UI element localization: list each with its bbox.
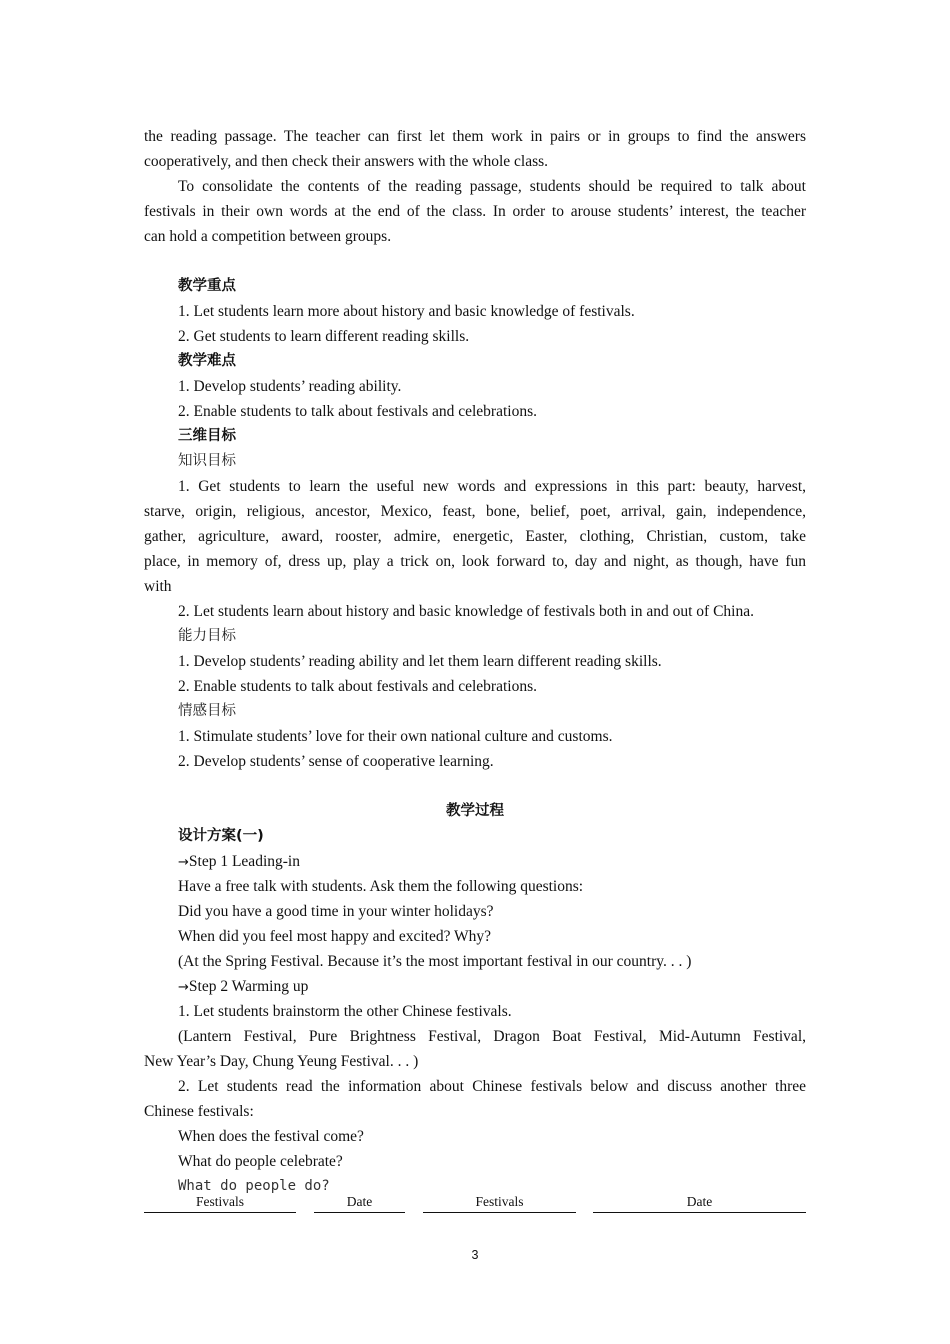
festival-table-header [144,1193,806,1215]
key-point-item: 2. Get students to learn different reading skills. [178,328,470,345]
step2-item-line: 2. Let students read the information about Chinese festivals below and discuss another three [178,1078,806,1095]
difficulties-heading: 教学难点 [178,353,236,369]
step-heading [144,849,806,874]
ability-item: 1. Develop students’ reading ability and let them learn different reading skills. [178,653,662,670]
ability-item: 2. Enable students to talk about festivals and celebrations. [178,678,537,695]
intro-line: festivals in their own words at the end of the class. In order to arouse students’ interest, the teacher [144,203,806,220]
step2-item: 1. Let students brainstorm the other Chinese festivals. [178,1003,512,1020]
step-heading [144,974,806,999]
process-title: 教学过程 [446,803,504,819]
table-header-cell: Date [593,1193,806,1213]
knowledge-item-line: place, in memory of, dress up, play a trick on, look forward to, day and night, as though, have fun [144,553,806,570]
step1-line: (At the Spring Festival. Because it’s the most important festival in our country. . . ) [178,953,692,970]
intro-line: To consolidate the contents of the reading passage, students should be required to talk about [178,178,806,195]
knowledge-item-line: starve, origin, religious, ancestor, Mexico, feast, bone, belief, poet, arrival, gain, independence, [144,503,806,520]
step2-item-line: Chinese festivals: [144,1103,254,1120]
knowledge-item: 2. Let students learn about history and basic knowledge of festivals both in and out of China. [178,603,754,620]
intro-line: cooperatively, and then check their answers with the whole class. [144,153,549,170]
intro-line: the reading passage. The teacher can first let them work in pairs or in groups to find the answers [144,128,806,145]
emotion-item: 1. Stimulate students’ love for their own national culture and customs. [178,728,613,745]
step2-answer-line: New Year’s Day, Chung Yeung Festival. . . ) [144,1053,419,1070]
intro-line: can hold a competition between groups. [144,228,392,245]
question-line: What do people do? [178,1178,330,1194]
knowledge-objectives-heading: 知识目标 [178,453,236,469]
step2-answer-line: (Lantern Festival, Pure Brightness Festival, Dragon Boat Festival, Mid-Autumn Festival, [178,1028,806,1045]
table-header-cell: Festivals [144,1193,296,1213]
arrow-right-icon: → [178,855,189,870]
step1-line: When did you feel most happy and excited? Why? [178,928,492,945]
step1-line: Have a free talk with students. Ask them the following questions: [178,878,584,895]
plan-heading: 设计方案(一) [178,828,264,844]
arrow-right-icon: → [178,980,189,995]
table-header-cell: Date [314,1193,405,1213]
objectives-heading: 三维目标 [178,428,236,444]
question-line: What do people celebrate? [178,1153,343,1170]
key-points-heading: 教学重点 [178,278,236,294]
difficulty-item: 1. Develop students’ reading ability. [178,378,402,395]
key-point-item: 1. Let students learn more about history and basic knowledge of festivals. [178,303,635,320]
ability-objectives-heading: 能力目标 [178,628,236,644]
table-header-cell: Festivals [423,1193,576,1213]
knowledge-item-line: with [144,578,172,595]
step2-label: Step 2 Warming up [188,978,309,995]
question-line: When does the festival come? [178,1128,364,1145]
page-number: 3 [471,1248,479,1262]
step1-label: Step 1 Leading-in [188,853,300,870]
knowledge-item-line: 1. Get students to learn the useful new words and expressions in this part: beauty, harvest, [178,478,806,495]
emotion-item: 2. Develop students’ sense of cooperative learning. [178,753,494,770]
emotion-objectives-heading: 情感目标 [178,703,236,719]
document-body [144,124,806,1199]
difficulty-item: 2. Enable students to talk about festivals and celebrations. [178,403,537,420]
knowledge-item-line: gather, agriculture, award, rooster, admire, energetic, Easter, clothing, Christian, custom, take [144,528,806,545]
step1-line: Did you have a good time in your winter holidays? [178,903,494,920]
